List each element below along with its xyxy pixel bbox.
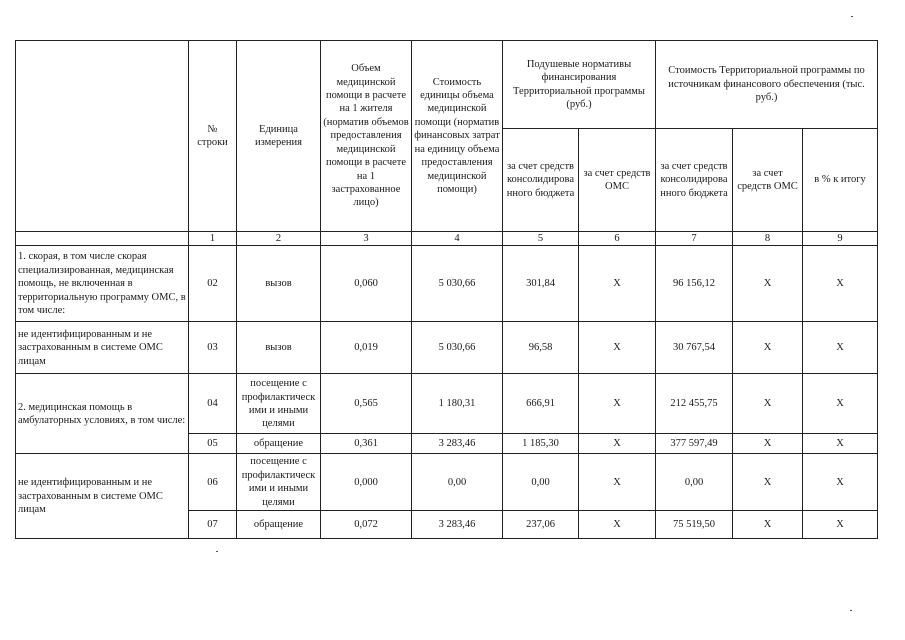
row-volume: 0,000	[321, 454, 412, 511]
row-unit: посещение с профилактическ ими и иными целями	[237, 374, 321, 434]
row-per-capita-budget: 1 185,30	[503, 434, 579, 454]
row-per-capita-oms: X	[579, 511, 656, 539]
row-unit-cost: 5 030,66	[412, 246, 503, 322]
row-number: 02	[189, 246, 237, 322]
header-per-capita-budget: за счет средств консолидирова нного бюджета	[503, 129, 579, 232]
financing-table	[15, 40, 878, 539]
row-per-capita-oms: X	[579, 246, 656, 322]
table-row	[16, 322, 878, 374]
column-number: 1	[189, 232, 237, 246]
row-cost-oms: X	[733, 374, 803, 434]
column-number	[16, 232, 189, 246]
row-volume: 0,060	[321, 246, 412, 322]
row-name: 1. скорая, в том числе скорая специализированная, медицинская помощь, не включенная в территориальную программу ОМС, в том числе:	[16, 246, 189, 322]
row-per-capita-budget: 0,00	[503, 454, 579, 511]
row-unit-cost: 5 030,66	[412, 322, 503, 374]
row-per-capita-oms: X	[579, 374, 656, 434]
row-unit-cost: 1 180,31	[412, 374, 503, 434]
scan-speck	[216, 551, 218, 552]
row-unit-cost: 3 283,46	[412, 511, 503, 539]
scan-speck	[850, 610, 852, 611]
row-volume: 0,019	[321, 322, 412, 374]
column-number: 8	[733, 232, 803, 246]
scan-speck	[851, 16, 853, 17]
row-cost-oms: X	[733, 434, 803, 454]
header-program-cost-group: Стоимость Территориальной программы по источникам финансового обеспечения (тыс. руб.)	[656, 41, 878, 129]
row-cost-budget: 75 519,50	[656, 511, 733, 539]
row-per-capita-oms: X	[579, 322, 656, 374]
row-number: 06	[189, 454, 237, 511]
row-cost-budget: 377 597,49	[656, 434, 733, 454]
row-per-capita-oms: X	[579, 454, 656, 511]
header-name	[16, 41, 189, 232]
row-volume: 0,072	[321, 511, 412, 539]
header-percent-total: в % к итогу	[803, 129, 878, 232]
column-number: 4	[412, 232, 503, 246]
header-unit: Единица измерения	[237, 41, 321, 232]
row-unit-cost: 0,00	[412, 454, 503, 511]
row-volume: 0,361	[321, 434, 412, 454]
header-cost-budget: за счет средств консолидирова нного бюджета	[656, 129, 733, 232]
row-unit: обращение	[237, 434, 321, 454]
row-unit: обращение	[237, 511, 321, 539]
row-name: не идентифицированным и не застрахованным в системе ОМС лицам	[16, 454, 189, 539]
row-cost-budget: 0,00	[656, 454, 733, 511]
row-number: 03	[189, 322, 237, 374]
row-cost-budget: 96 156,12	[656, 246, 733, 322]
header-volume: Объем медицинской помощи в расчете на 1 жителя (норматив объемов предоставления медицинской помощи в расчете на 1 застрахованное лицо)	[321, 41, 412, 232]
row-number: 04	[189, 374, 237, 434]
row-cost-budget: 30 767,54	[656, 322, 733, 374]
row-percent-total: X	[803, 246, 878, 322]
row-unit-cost: 3 283,46	[412, 434, 503, 454]
row-unit: посещение с профилактическ ими и иными целями	[237, 454, 321, 511]
column-number: 3	[321, 232, 412, 246]
row-cost-oms: X	[733, 511, 803, 539]
row-cost-oms: X	[733, 246, 803, 322]
header-cost-oms: за счет средств ОМС	[733, 129, 803, 232]
row-cost-oms: X	[733, 454, 803, 511]
row-cost-oms: X	[733, 322, 803, 374]
table-row	[16, 454, 878, 511]
row-volume: 0,565	[321, 374, 412, 434]
column-number: 5	[503, 232, 579, 246]
header-row-number: № строки	[189, 41, 237, 232]
row-per-capita-budget: 237,06	[503, 511, 579, 539]
row-unit: вызов	[237, 246, 321, 322]
column-number: 9	[803, 232, 878, 246]
row-per-capita-oms: X	[579, 434, 656, 454]
column-number-row	[16, 232, 878, 246]
row-percent-total: X	[803, 374, 878, 434]
column-number: 6	[579, 232, 656, 246]
column-number: 7	[656, 232, 733, 246]
row-per-capita-budget: 301,84	[503, 246, 579, 322]
row-name: 2. медицинская помощь в амбулаторных условиях, в том числе:	[16, 374, 189, 454]
row-percent-total: X	[803, 434, 878, 454]
row-name: не идентифицированным и не застрахованным в системе ОМС лицам	[16, 322, 189, 374]
row-number: 05	[189, 434, 237, 454]
row-per-capita-budget: 666,91	[503, 374, 579, 434]
table-row	[16, 374, 878, 434]
row-number: 07	[189, 511, 237, 539]
row-cost-budget: 212 455,75	[656, 374, 733, 434]
header-per-capita-group: Подушевые нормативы финансирования Территориальной программы (руб.)	[503, 41, 656, 129]
row-percent-total: X	[803, 511, 878, 539]
row-unit: вызов	[237, 322, 321, 374]
header-unit-cost: Стоимость единицы объема медицинской помощи (норматив финансовых затрат на единицу объема предоставления медицинской помощи)	[412, 41, 503, 232]
table-row	[16, 246, 878, 322]
column-number: 2	[237, 232, 321, 246]
row-per-capita-budget: 96,58	[503, 322, 579, 374]
row-percent-total: X	[803, 454, 878, 511]
header-per-capita-oms: за счет средств ОМС	[579, 129, 656, 232]
row-percent-total: X	[803, 322, 878, 374]
